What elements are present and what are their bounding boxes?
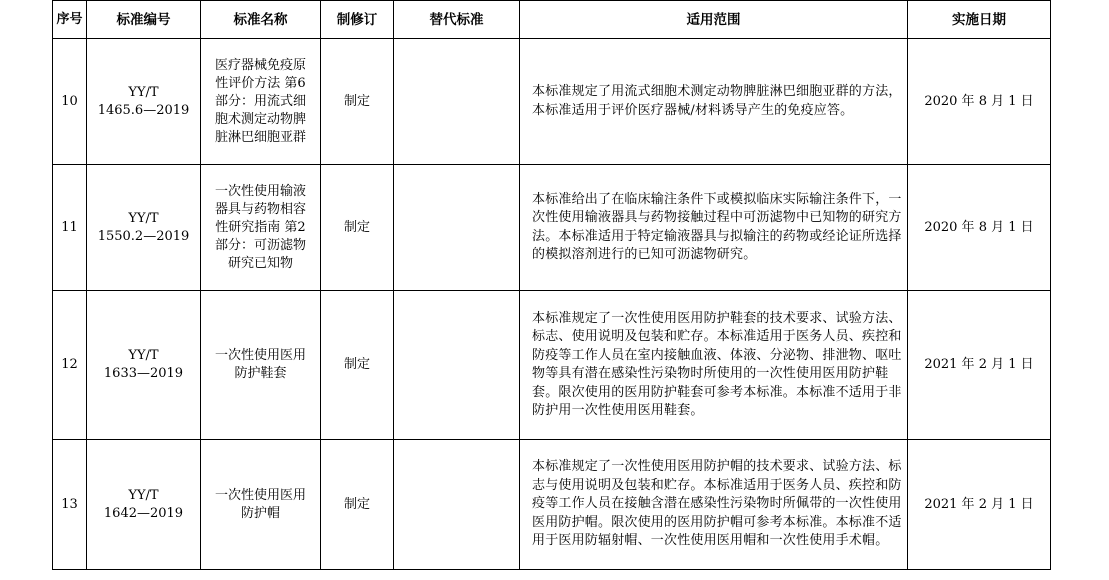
row-code bbox=[87, 291, 201, 440]
row-code-line1: YY/T bbox=[128, 84, 159, 100]
row-type: 制定 bbox=[321, 39, 394, 165]
table-row bbox=[53, 291, 1051, 440]
row-code-line2: 1465.6—2019 bbox=[97, 102, 190, 118]
row-code-line2: 1633—2019 bbox=[103, 366, 184, 381]
row-scope: 本标准规定了一次性使用医用防护帽的技术要求、试验方法、标志与使用说明及包装和贮存。本标准适用于医务人员、疾控和防疫等工作人员在接触含潜在感染性污染物时所佩带的一次性使用医用防护帽。限次使用的医用防护帽可参考本标准。本标准不适用于医用防辐射帽、一次性使用医用帽和一次性使用手术帽。 bbox=[520, 440, 908, 570]
row-code-line1: YY/T bbox=[128, 210, 159, 226]
row-name: 一次性使用医用防护帽 bbox=[201, 440, 321, 570]
header-scope: 适用范围 bbox=[520, 1, 908, 39]
row-code-line2: 1550.2—2019 bbox=[97, 228, 190, 244]
header-name: 标准名称 bbox=[201, 1, 321, 39]
row-replace bbox=[394, 440, 520, 570]
row-replace bbox=[394, 39, 520, 165]
row-scope: 本标准规定了用流式细胞术测定动物脾脏淋巴细胞亚群的方法，本标准适用于评价医疗器械/材料诱导产生的免疫应答。 bbox=[520, 39, 908, 165]
row-seq: 11 bbox=[53, 165, 87, 291]
row-scope: 本标准给出了在临床输注条件下或模拟临床实际输注条件下，一次性使用输液器具与药物接触过程中可沥滤物中已知物的研究方法。本标准适用于特定输液器具与拟输注的药物或经论证所选择的模拟溶剂进行的已知可沥滤物研究。 bbox=[520, 165, 908, 291]
row-type: 制定 bbox=[321, 291, 394, 440]
row-code-line2: 1642—2019 bbox=[103, 505, 184, 521]
row-name: 医疗器械免疫原性评价方法 第6部分：用流式细胞术测定动物脾脏淋巴细胞亚群 bbox=[201, 39, 321, 165]
row-date: 2020 年 8 月 1 日 bbox=[908, 39, 1051, 165]
row-date: 2020 年 8 月 1 日 bbox=[908, 165, 1051, 291]
row-date: 2021 年 2 月 1 日 bbox=[908, 291, 1051, 440]
row-code-line1: YY/T bbox=[128, 348, 159, 363]
row-replace bbox=[394, 165, 520, 291]
header-type: 制修订 bbox=[321, 1, 394, 39]
header-seq: 序号 bbox=[53, 1, 87, 39]
row-name: 一次性使用医用防护鞋套 bbox=[201, 291, 321, 440]
row-date: 2021 年 2 月 1 日 bbox=[908, 440, 1051, 570]
table-row bbox=[53, 440, 1051, 570]
row-scope: 本标准规定了一次性使用医用防护鞋套的技术要求、试验方法、标志、使用说明及包装和贮存。本标准适用于医务人员、疾控和防疫等工作人员在室内接触血液、体液、分泌物、排泄物、呕吐物等具有潜在感染性污染物时所使用的一次性使用医用防护鞋套。限次使用的医用防护鞋套可参考本标准。本标准不适用于非防护用一次性使用医用鞋套。 bbox=[520, 291, 908, 440]
row-type: 制定 bbox=[321, 165, 394, 291]
header-date: 实施日期 bbox=[908, 1, 1051, 39]
row-code bbox=[87, 440, 201, 570]
row-code bbox=[87, 39, 201, 165]
header-row bbox=[53, 1, 1051, 39]
row-type: 制定 bbox=[321, 440, 394, 570]
row-code-line1: YY/T bbox=[128, 487, 159, 503]
standards-table bbox=[52, 0, 1051, 570]
row-seq: 12 bbox=[53, 291, 87, 440]
header-replace: 替代标准 bbox=[394, 1, 520, 39]
table-row bbox=[53, 39, 1051, 165]
row-seq: 10 bbox=[53, 39, 87, 165]
row-name: 一次性使用输液器具与药物相容性研究指南 第2部分：可沥滤物研究已知物 bbox=[201, 165, 321, 291]
row-replace bbox=[394, 291, 520, 440]
row-code bbox=[87, 165, 201, 291]
table-row bbox=[53, 165, 1051, 291]
header-code: 标准编号 bbox=[87, 1, 201, 39]
row-seq: 13 bbox=[53, 440, 87, 570]
